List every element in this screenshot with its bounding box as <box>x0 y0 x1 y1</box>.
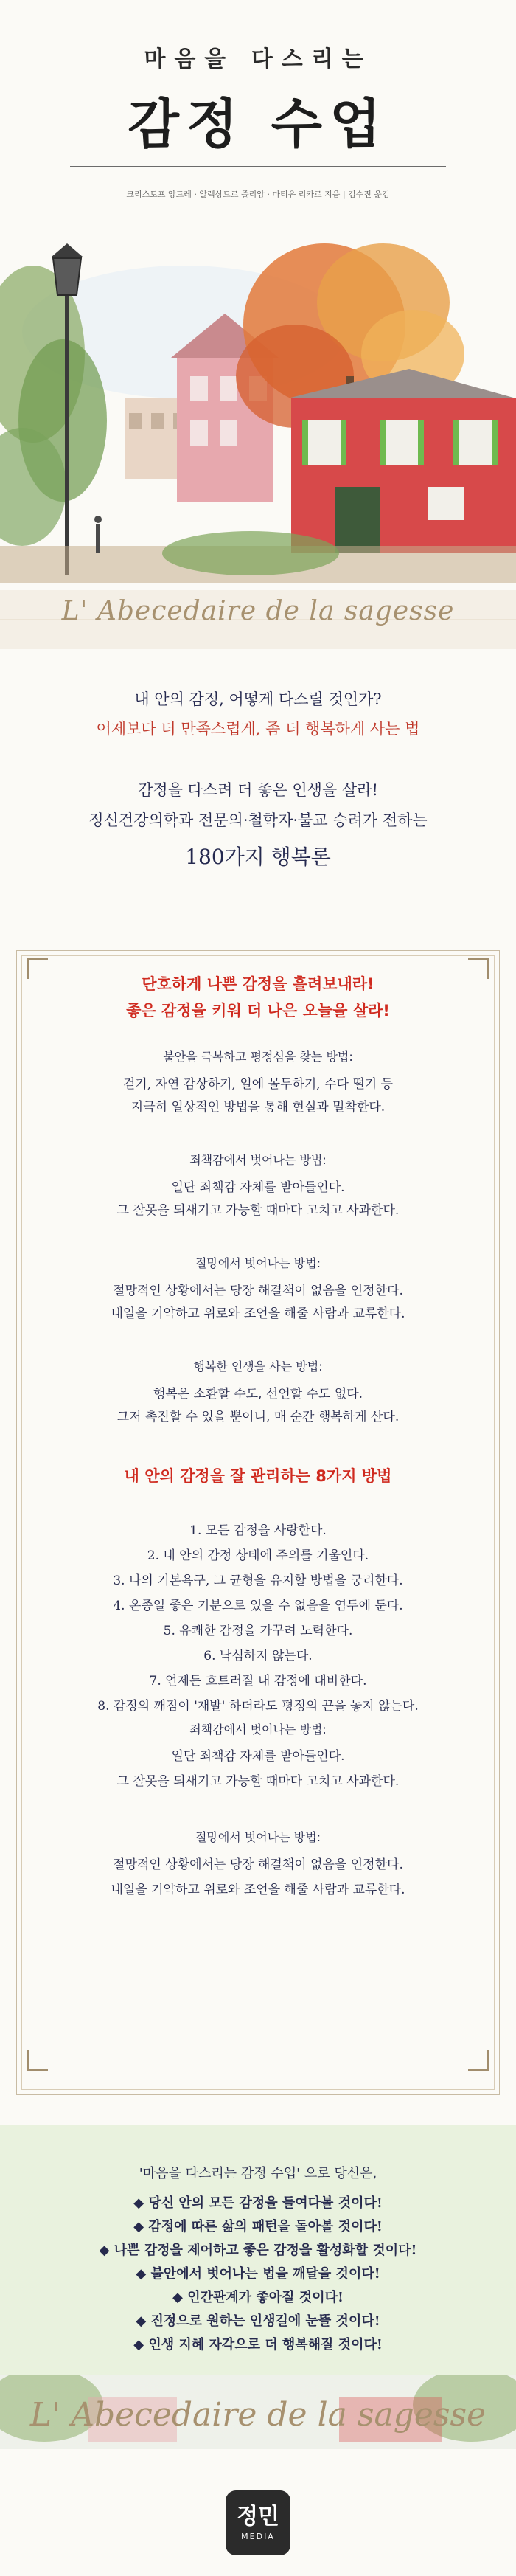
block-line: 행복은 소환할 수도, 선언할 수도 없다. <box>153 1387 363 1402</box>
frame-corner <box>27 2050 48 2071</box>
block-heading: 행복한 인생을 사는 방법: <box>193 1360 323 1374</box>
authors-line: 크리스토프 앙드레 · 알렉상드르 졸리앙 · 마티유 리카르 지음 | 김수진 옮김 <box>126 190 390 199</box>
block-line: 그 잘못을 되새기고 가능할 때마다 고치고 사과한다. <box>116 1203 400 1218</box>
block-heading: 죄책감에서 벗어나는 방법: <box>189 1153 327 1167</box>
street-illustration <box>0 243 516 583</box>
block-line: 걷기, 자연 감상하기, 일에 몰두하기, 수다 떨기 등 <box>122 1077 394 1092</box>
method-item: 6. 낙심하지 않는다. <box>203 1649 313 1663</box>
benefit-item: ◆ 인간관계가 좋아질 것이다! <box>172 2290 344 2305</box>
intro-count: 180가지 행복론 <box>185 845 331 869</box>
intro-experts: 정신건강의학과 전문의·철학자·불교 승려가 전하는 <box>88 811 428 829</box>
framed-section <box>0 937 516 2125</box>
method-item: 4. 온종일 좋은 기분으로 있을 수 없음을 염두에 둔다. <box>113 1599 403 1613</box>
method-item: 2. 내 안의 감정 상태에 주의를 기울인다. <box>147 1548 369 1563</box>
frame-corner <box>468 2050 489 2071</box>
book-subtitle: 마음을 다스리는 <box>144 46 372 72</box>
block-heading: 절망에서 벗어나는 방법: <box>195 1830 321 1844</box>
headline-let-go: 단호하게 나쁜 감정을 흘려보내라! <box>142 975 374 993</box>
title-rule <box>70 166 446 167</box>
method-item: 7. 언제든 흐트러질 내 감정에 대비한다. <box>149 1674 367 1689</box>
intro-question: 내 안의 감정, 어떻게 다스릴 것인가? <box>134 690 382 708</box>
method-item: 8. 감정의 깨짐이 '재발' 하더라도 평정의 끈을 놓지 않는다. <box>97 1699 419 1714</box>
benefit-item: ◆ 불안에서 벗어나는 법을 깨달을 것이다! <box>136 2266 380 2282</box>
hero-section <box>0 0 516 664</box>
block-line: 내일을 기약하고 위로와 조언을 해줄 사람과 교류한다. <box>111 1883 405 1897</box>
methods-title: 내 안의 감정을 잘 관리하는 8가지 방법 <box>124 1467 392 1485</box>
benefit-item: ◆ 감정에 따른 삶의 패턴을 돌아볼 것이다! <box>133 2219 383 2234</box>
block-line: 내일을 기약하고 위로와 조언을 해줄 사람과 교류한다. <box>111 1306 405 1321</box>
block-line: 절망적인 상황에서는 당장 해결책이 없음을 인정한다. <box>113 1857 403 1872</box>
benefit-item: ◆ 진정으로 원하는 인생길에 눈뜰 것이다! <box>136 2313 380 2329</box>
benefit-item: ◆ 인생 지혜 자각으로 더 행복해질 것이다! <box>133 2337 383 2352</box>
footer-section <box>0 2375 516 2576</box>
headline-grow: 좋은 감정을 키워 더 나은 오늘을 살라! <box>126 1002 390 1019</box>
block-heading: 불안을 극복하고 평정심을 찾는 방법: <box>163 1050 353 1064</box>
footer-script-tagline: L' Abecedaire de la sagesse <box>29 2396 487 2434</box>
publisher-logo <box>221 2486 295 2560</box>
logo-text: 정민 <box>237 2504 279 2530</box>
method-item: 5. 유쾌한 감정을 가꾸려 노력한다. <box>163 1624 353 1638</box>
benefits-heading: '마음을 다스리는 감정 수업' 으로 당신은, <box>139 2166 377 2181</box>
benefit-item: ◆ 나쁜 감정을 제어하고 좋은 감정을 활성화할 것이다! <box>99 2243 417 2258</box>
block-line: 일단 죄책감 자체를 받아들인다. <box>171 1180 345 1195</box>
block-line: 그 잘못을 되새기고 가능할 때마다 고치고 사과한다. <box>116 1774 400 1789</box>
intro-section <box>0 664 516 937</box>
benefits-section <box>0 2125 516 2375</box>
block-line: 일단 죄책감 자체를 받아들인다. <box>171 1749 345 1764</box>
method-item: 1. 모든 감정을 사랑한다. <box>189 1523 327 1538</box>
intro-promise: 어제보다 더 만족스럽게, 좀 더 행복하게 사는 법 <box>96 720 420 738</box>
method-item: 3. 나의 기본욕구, 그 균형을 유지할 방법을 궁리한다. <box>113 1573 403 1588</box>
book-title: 감정 수업 <box>128 93 388 155</box>
script-tagline: L' Abecedaire de la sagesse <box>61 596 455 626</box>
block-line: 절망적인 상황에서는 당장 해결책이 없음을 인정한다. <box>113 1284 403 1298</box>
block-line: 지극히 일상적인 방법을 통해 현실과 밀착한다. <box>130 1100 386 1115</box>
block-heading: 죄책감에서 벗어나는 방법: <box>189 1722 327 1737</box>
intro-call: 감정을 다스려 더 좋은 인생을 살라! <box>138 781 378 799</box>
logo-subtext: MEDIA <box>241 2532 275 2541</box>
benefit-item: ◆ 당신 안의 모든 감정을 들여다볼 것이다! <box>133 2195 383 2211</box>
block-line: 그저 촉진할 수 있을 뿐이니, 매 순간 행복하게 산다. <box>116 1410 400 1424</box>
block-heading: 절망에서 벗어나는 방법: <box>195 1256 321 1270</box>
